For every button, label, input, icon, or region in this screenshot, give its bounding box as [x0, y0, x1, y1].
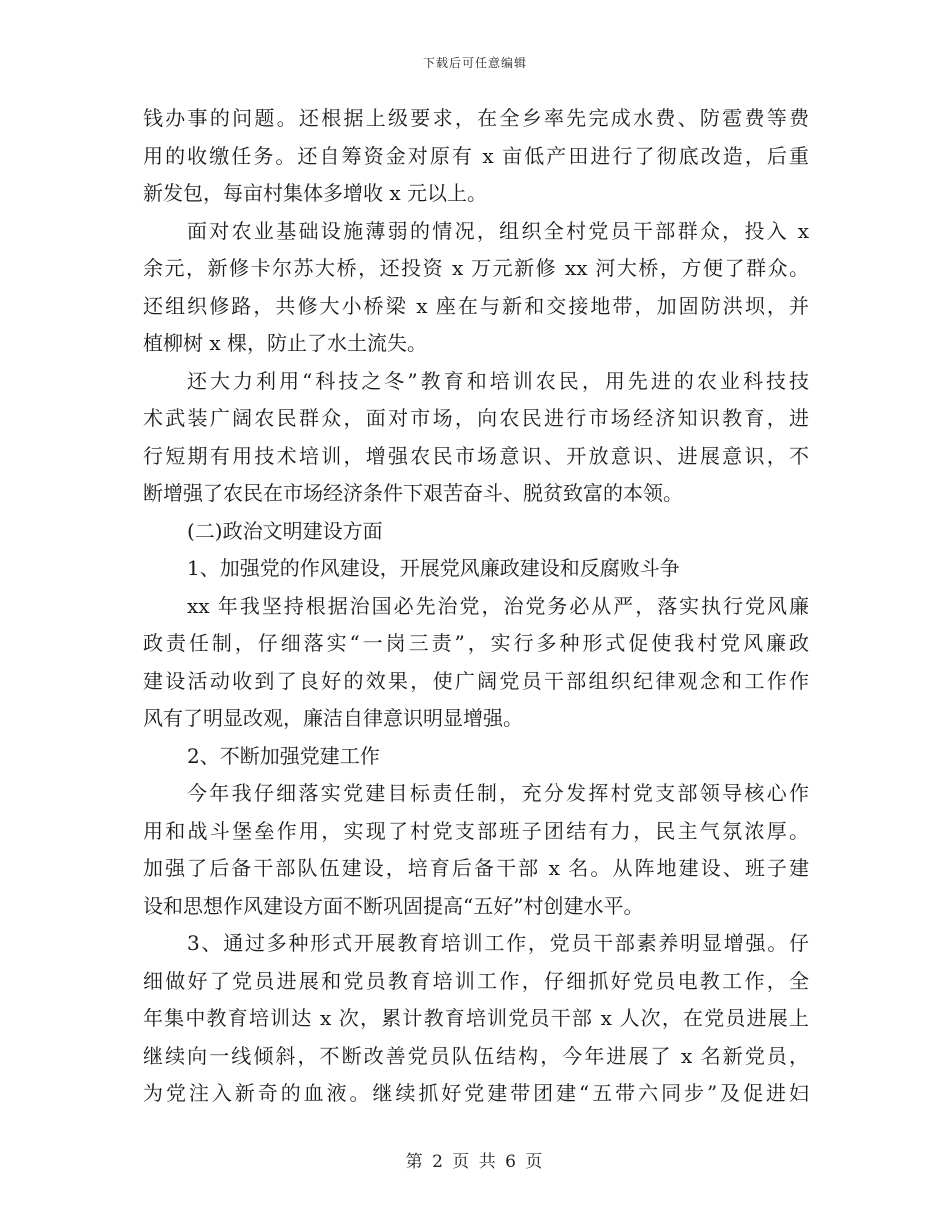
text-line: 今年我仔细落实党建目标责任制，充分发挥村党支部领导核心作 — [187, 781, 809, 805]
text-line: 2、不断加强党建工作 — [187, 743, 380, 768]
page-header: 下载后可任意编辑 — [422, 56, 527, 70]
text-line: 1、加强党的作风建设，开展党风廉政建设和反腐败斗争 — [187, 556, 680, 580]
text-line: 风有了明显改观，廉洁自律意识明显增强。 — [143, 706, 523, 730]
text-line: 建设活动收到了良好的效果，使广阔党员干部组织纪律观念和工作作 — [143, 668, 809, 693]
text-line: 细做好了党员进展和党员教育培训工作，仔细抓好党员电教工作，全 — [143, 968, 809, 993]
text-line: 植柳树 x 棵，防止了水土流失。 — [143, 331, 427, 355]
text-line: 设和思想作风建设方面不断巩固提高“五好”村创建水平。 — [143, 893, 644, 918]
text-line: xx 年我坚持根据治国必先治党，治党务必从严，落实执行党风廉 — [187, 593, 809, 618]
text-line: 用的收缴任务。还自筹资金对原有 x 亩低产田进行了彻底改造，后重 — [143, 143, 809, 168]
text-line: 为党注入新奇的血液。继续抓好党建带团建“五带六同步”及促进妇 — [143, 1081, 809, 1105]
text-line: 断增强了农民在市场经济条件下艰苦奋斗、脱贫致富的本领。 — [143, 481, 683, 505]
text-line: 余元，新修卡尔苏大桥，还投资 x 万元新修 xx 河大桥，方便了群众。 — [143, 256, 809, 280]
text-line: 年集中教育培训达 x 次，累计教育培训党员干部 x 人次，在党员进展上 — [143, 1006, 809, 1030]
text-line: 面对农业基础设施薄弱的情况，组织全村党员干部群众，投入 x — [187, 218, 809, 243]
text-line: 新发包，每亩村集体多增收 x 元以上。 — [143, 181, 487, 205]
text-line: 3、通过多种形式开展教育培训工作，党员干部素养明显增强。仔 — [187, 931, 809, 955]
text-line: 加强了后备干部队伍建设，培育后备干部 x 名。从阵地建设、班子建 — [143, 856, 809, 880]
page-number: 第 2 页 共 6 页 — [405, 1152, 545, 1172]
text-line: 还大力利用“科技之冬”教育和培训农民，用先进的农业科技技 — [187, 368, 809, 393]
text-line: 还组织修路，共修大小桥梁 x 座在与新和交接地带，加固防洪坝，并 — [143, 293, 809, 318]
text-line: 术武装广阔农民群众，面对市场，向农民进行市场经济知识教育，进 — [143, 406, 809, 430]
text-line: 继续向一线倾斜，不断改善党员队伍结构，今年进展了 x 名新党员， — [143, 1043, 809, 1068]
text-line: 钱办事的问题。还根据上级要求，在全乡率先完成水费、防雹费等费 — [143, 106, 809, 130]
text-line: 行短期有用技术培训，增强农民市场意识、开放意识、进展意识，不 — [143, 443, 809, 468]
document-body — [143, 100, 809, 1113]
text-line: 政责任制，仔细落实“一岗三责”，实行多种形式促使我村党风廉政 — [143, 631, 809, 655]
text-line: (二)政治文明建设方面 — [187, 518, 383, 543]
text-line: 用和战斗堡垒作用，实现了村党支部班子团结有力，民主气氛浓厚。 — [143, 818, 809, 843]
